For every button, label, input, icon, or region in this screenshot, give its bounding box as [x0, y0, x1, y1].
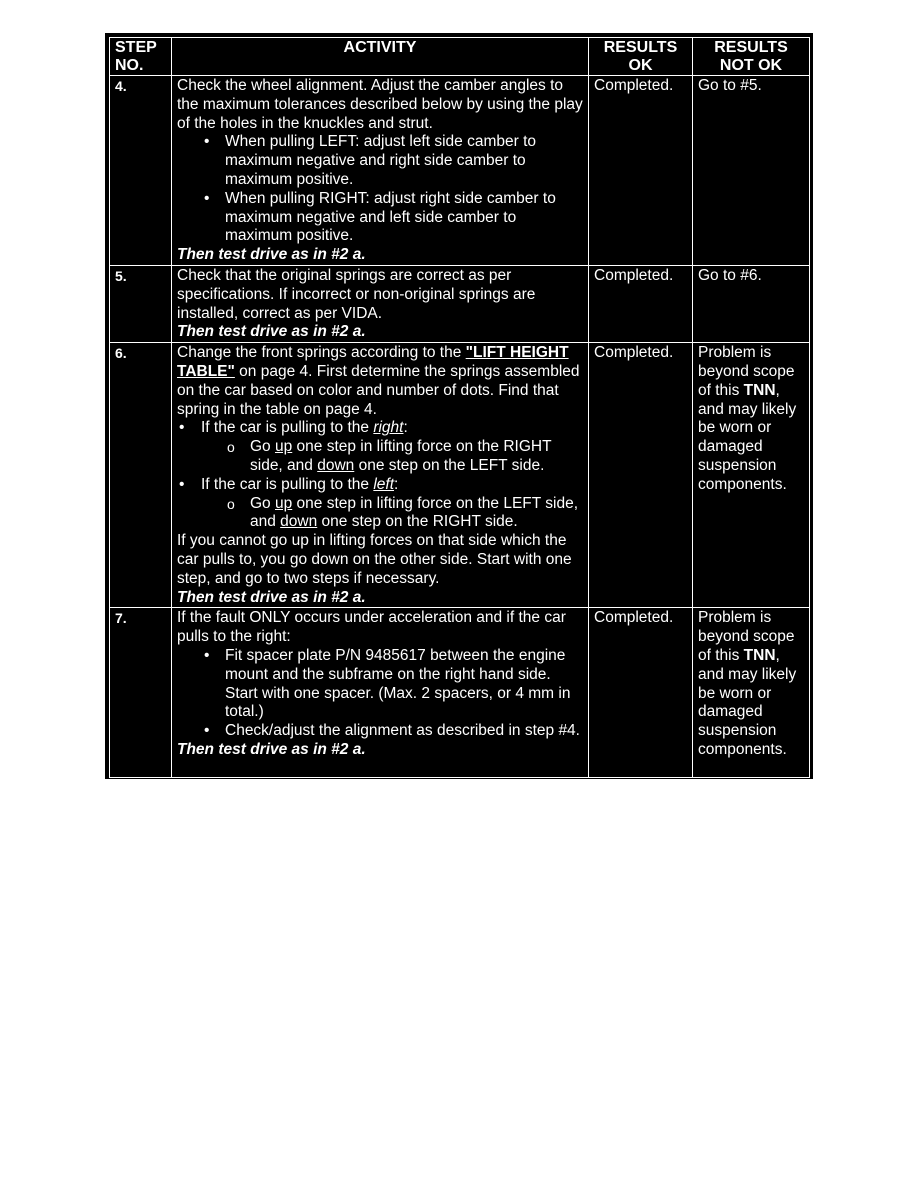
sub-list — [177, 495, 583, 533]
sub-list — [177, 438, 583, 476]
activity-outro: If you cannot go up in lifting forces on that side which the car pulls to, you go down on the other side. Start with one step, and go to two steps if necessary. — [177, 532, 572, 587]
result-not-ok: Problem is beyond scope of this TNN, and may likely be worn or damaged suspension components. — [693, 608, 810, 778]
test-drive-note: Then test drive as in #2 a. — [177, 588, 366, 606]
result-not-ok: Go to #6. — [693, 265, 810, 342]
list-item: • Fit spacer plate P/N 9485617 between the engine mount and the subframe on the right hand side. Start with one spacer. (Max. 2 spacers, or 4 mm in total.) — [177, 647, 583, 722]
result-ok: Completed. — [589, 608, 693, 778]
header-results-ok: RESULTS OK — [589, 38, 693, 76]
step-number: 4. — [110, 76, 172, 266]
activity-cell — [172, 608, 589, 778]
result-ok: Completed. — [589, 76, 693, 266]
result-ok: Completed. — [589, 265, 693, 342]
activity-intro: Check the wheel alignment. Adjust the camber angles to the maximum tolerances described below by using the play of the holes in the knuckles and strut. — [177, 77, 583, 132]
header-step: STEP NO. — [110, 38, 172, 76]
step-number: 6. — [110, 343, 172, 608]
table-row — [110, 265, 810, 342]
result-ok: Completed. — [589, 343, 693, 608]
list-item: • If the car is pulling to the left: o Go up one step in lifting force on the LEFT side, and down one step on the RIGHT side. — [177, 476, 583, 532]
result-not-ok: Go to #5. — [693, 76, 810, 266]
activity-intro: If the fault ONLY occurs under acceleration and if the car pulls to the right: — [177, 609, 566, 646]
table-row — [110, 343, 810, 608]
bullet-list — [177, 133, 583, 246]
sub-list-item: o Go up one step in lifting force on the RIGHT side, and down one step on the LEFT side. — [177, 438, 583, 476]
test-drive-note: Then test drive as in #2 a. — [177, 246, 366, 264]
activity-intro: Change the front springs according to the "LIFT HEIGHT TABLE" on page 4. First determine the springs assembled on the car based on color and number of dots. Find that spring in the table on page 4. — [177, 344, 580, 418]
list-item: • When pulling RIGHT: adjust right side camber to maximum negative and left side camber to maximum positive. — [177, 190, 583, 246]
procedure-table — [109, 37, 810, 778]
header-row — [110, 38, 810, 76]
bullet-list — [177, 647, 583, 741]
list-item: • Check/adjust the alignment as described in step #4. — [177, 722, 583, 741]
header-activity: ACTIVITY — [172, 38, 589, 76]
sub-list-item: o Go up one step in lifting force on the LEFT side, and down one step on the RIGHT side. — [177, 495, 583, 533]
table-row — [110, 76, 810, 266]
list-item: • When pulling LEFT: adjust left side camber to maximum negative and right side camber to maximum positive. — [177, 133, 583, 189]
list-item: • If the car is pulling to the right: o Go up one step in lifting force on the RIGHT side, and down one step on the LEFT side. — [177, 419, 583, 475]
test-drive-note: Then test drive as in #2 a. — [177, 740, 366, 758]
activity-cell — [172, 343, 589, 608]
result-not-ok: Problem is beyond scope of this TNN, and may likely be worn or damaged suspension components. — [693, 343, 810, 608]
activity-cell — [172, 265, 589, 342]
test-drive-note: Then test drive as in #2 a. — [177, 323, 366, 341]
activity-intro: Check that the original springs are correct as per specifications. If incorrect or non-original springs are installed, correct as per VIDA. — [177, 266, 536, 322]
procedure-table-frame — [105, 33, 813, 779]
table-row — [110, 608, 810, 778]
activity-cell — [172, 76, 589, 266]
step-number: 7. — [110, 608, 172, 778]
step-number: 5. — [110, 265, 172, 342]
header-results-not-ok: RESULTS NOT OK — [693, 38, 810, 76]
bullet-list — [177, 419, 583, 532]
lift-height-table-link: "LIFT HEIGHT TABLE" — [177, 344, 569, 380]
